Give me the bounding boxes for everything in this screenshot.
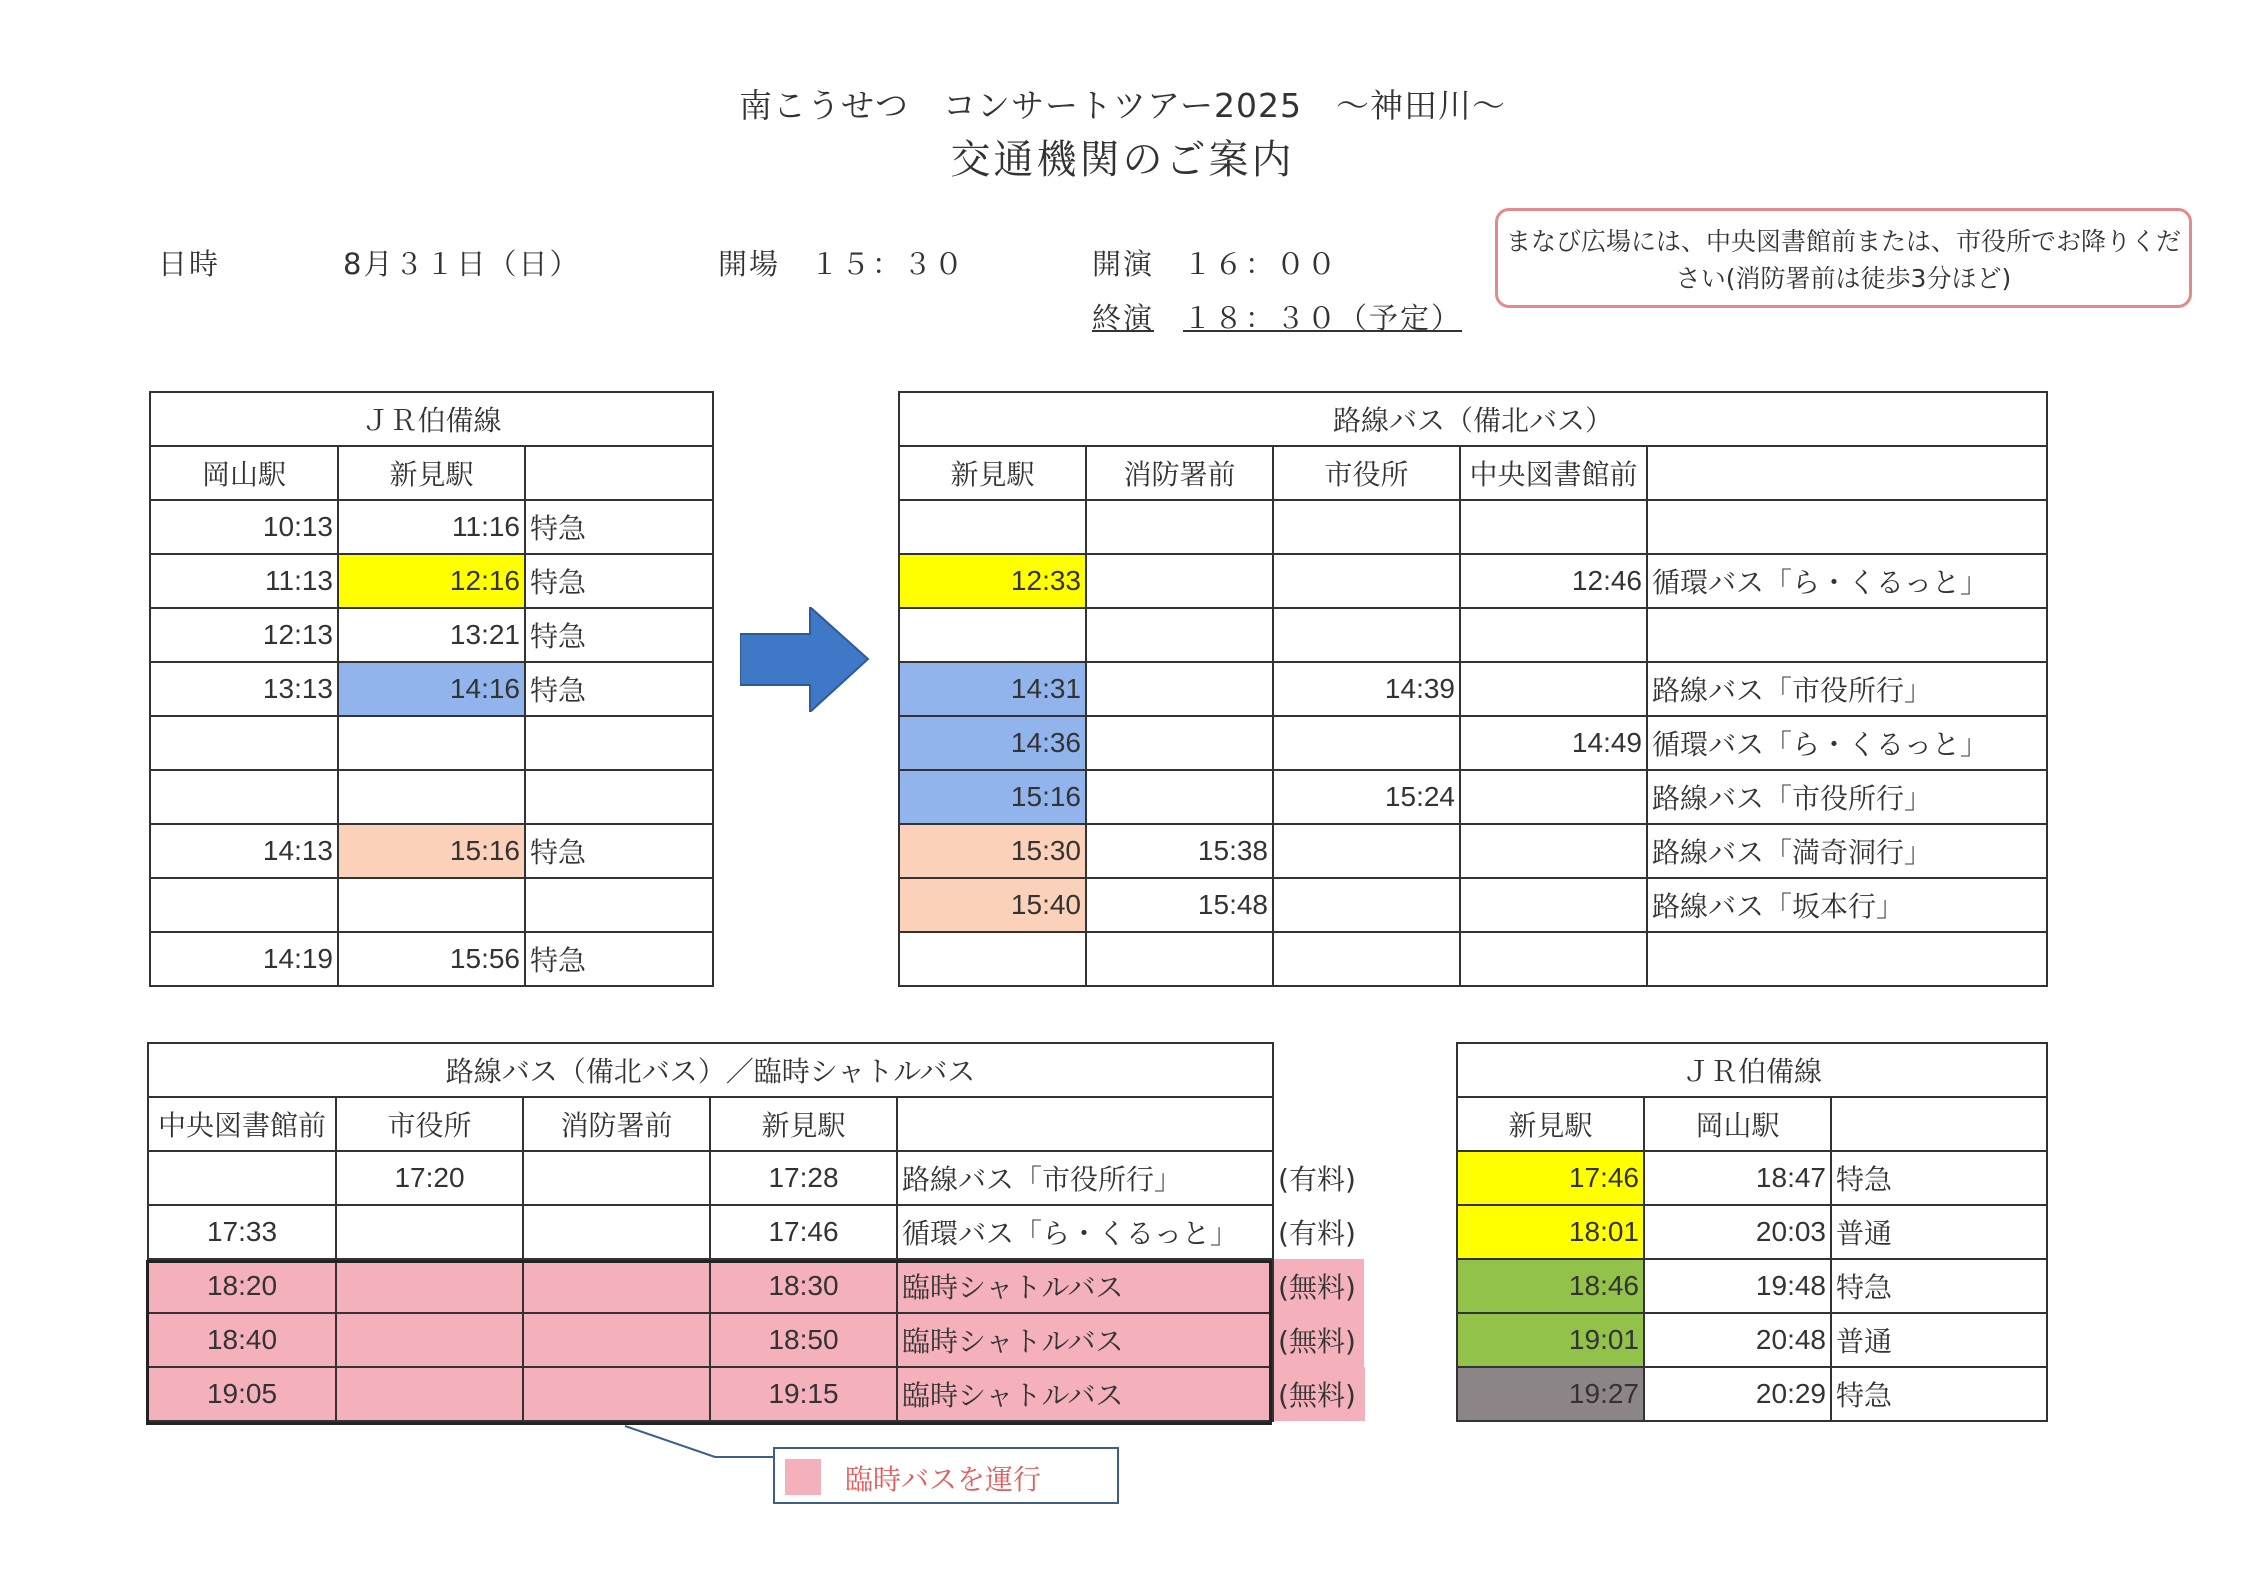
fire-station-cell xyxy=(1086,608,1273,662)
table-row xyxy=(150,608,713,662)
central-library-cell xyxy=(1460,770,1647,824)
niimi-station-cell: 15:16 xyxy=(899,770,1086,824)
okayama-departure-cell: 14:13 xyxy=(150,824,338,878)
city-hall-cell xyxy=(336,1259,523,1313)
fare-cell: (無料) xyxy=(1273,1367,1365,1421)
table-row xyxy=(148,1259,1365,1313)
blank-cell xyxy=(1273,1097,1365,1151)
niimi-arrival-cell xyxy=(338,716,525,770)
bus-route-cell xyxy=(1647,932,2047,986)
city-hall-cell: 14:39 xyxy=(1273,662,1460,716)
table-row xyxy=(150,716,713,770)
city-hall-cell xyxy=(1273,554,1460,608)
central-library-cell: 18:40 xyxy=(148,1313,336,1367)
table-row xyxy=(899,716,2047,770)
table-title: ＪＲ伯備線 xyxy=(1457,1043,2047,1097)
table-row xyxy=(899,662,2047,716)
city-hall-cell xyxy=(336,1313,523,1367)
fire-station-cell xyxy=(523,1313,710,1367)
bus-route-cell: 路線バス「市役所行」 xyxy=(1647,770,2047,824)
niimi-arrival-cell xyxy=(338,770,525,824)
niimi-arrival-cell: 15:56 xyxy=(338,932,525,986)
central-library-cell: 17:33 xyxy=(148,1205,336,1259)
niimi-station-cell: 18:30 xyxy=(710,1259,897,1313)
train-type-cell: 特急 xyxy=(525,500,713,554)
bus-route-cell xyxy=(1647,500,2047,554)
niimi-station-cell: 18:50 xyxy=(710,1313,897,1367)
jr-outbound-table xyxy=(149,391,714,987)
bus-route-cell: 臨時シャトルバス xyxy=(897,1367,1273,1421)
bus-route-cell: 臨時シャトルバス xyxy=(897,1313,1273,1367)
page-subtitle: 交通機関のご案内 xyxy=(950,137,1295,183)
bus-return-table xyxy=(147,1042,1366,1422)
table-row xyxy=(150,878,713,932)
table-row xyxy=(899,824,2047,878)
niimi-arrival-cell: 13:21 xyxy=(338,608,525,662)
central-library-cell: 14:49 xyxy=(1460,716,1647,770)
niimi-station-cell: 17:46 xyxy=(710,1205,897,1259)
table-row xyxy=(899,878,2047,932)
table-row xyxy=(1457,1259,2047,1313)
central-library-cell xyxy=(1460,500,1647,554)
niimi-arrival-cell: 12:16 xyxy=(338,554,525,608)
niimi-departure-cell: 17:46 xyxy=(1457,1151,1644,1205)
bus-route-cell: 路線バス「坂本行」 xyxy=(1647,878,2047,932)
city-hall-cell xyxy=(1273,824,1460,878)
table-title: 路線バス（備北バス）／臨時シャトルバス xyxy=(148,1043,1273,1097)
column-header: 新見駅 xyxy=(1457,1097,1644,1151)
train-type-cell: 普通 xyxy=(1831,1313,2047,1367)
city-hall-cell: 17:20 xyxy=(336,1151,523,1205)
train-type-cell: 特急 xyxy=(1831,1151,2047,1205)
central-library-cell xyxy=(1460,662,1647,716)
central-library-cell xyxy=(1460,824,1647,878)
fire-station-cell xyxy=(1086,554,1273,608)
table-row xyxy=(899,608,2047,662)
okayama-departure-cell: 12:13 xyxy=(150,608,338,662)
legend-label: 臨時バスを運行 xyxy=(845,1463,1042,1496)
central-library-cell xyxy=(1460,878,1647,932)
fare-cell: (有料) xyxy=(1278,1217,1356,1250)
table-row xyxy=(1457,1367,2047,1421)
column-header xyxy=(1831,1097,2047,1151)
niimi-station-cell xyxy=(899,500,1086,554)
column-header: 消防署前 xyxy=(1086,446,1273,500)
table-row xyxy=(150,554,713,608)
fire-station-cell xyxy=(1086,770,1273,824)
column-header: 新見駅 xyxy=(899,446,1086,500)
train-type-cell xyxy=(525,770,713,824)
open-value: １５：３０ xyxy=(810,247,966,281)
table-row xyxy=(150,662,713,716)
train-type-cell: 特急 xyxy=(525,662,713,716)
table-title: ＪＲ伯備線 xyxy=(150,392,713,446)
central-library-cell: 12:46 xyxy=(1460,554,1647,608)
okayama-arrival-cell: 19:48 xyxy=(1644,1259,1831,1313)
niimi-departure-cell: 19:01 xyxy=(1457,1313,1644,1367)
column-header: 中央図書館前 xyxy=(1460,446,1647,500)
table-row xyxy=(899,554,2047,608)
table-row xyxy=(150,932,713,986)
niimi-departure-cell: 18:46 xyxy=(1457,1259,1644,1313)
train-type-cell: 特急 xyxy=(1831,1367,2047,1421)
niimi-arrival-cell xyxy=(338,878,525,932)
fire-station-cell: 15:38 xyxy=(1086,824,1273,878)
blank-cell xyxy=(1273,1043,1365,1097)
bus-route-cell: 循環バス「ら・くるっと」 xyxy=(897,1205,1273,1259)
city-hall-cell xyxy=(336,1205,523,1259)
central-library-cell: 19:05 xyxy=(148,1367,336,1421)
table-row xyxy=(899,932,2047,986)
okayama-departure-cell xyxy=(150,878,338,932)
bus-route-cell: 臨時シャトルバス xyxy=(897,1259,1273,1313)
column-header: 岡山駅 xyxy=(1644,1097,1831,1151)
okayama-departure-cell: 10:13 xyxy=(150,500,338,554)
fire-station-cell xyxy=(523,1367,710,1421)
table-row xyxy=(150,770,713,824)
column-header: 市役所 xyxy=(336,1097,523,1151)
niimi-station-cell: 15:40 xyxy=(899,878,1086,932)
legend-box xyxy=(773,1447,1119,1504)
okayama-departure-cell: 14:19 xyxy=(150,932,338,986)
note-box: まなび広場には、中央図書館前または、市役所でお降りください(消防署前は徒歩3分ほど) xyxy=(1495,208,2192,308)
train-type-cell xyxy=(525,878,713,932)
niimi-station-cell: 17:28 xyxy=(710,1151,897,1205)
table-row xyxy=(1457,1151,2047,1205)
niimi-station-cell xyxy=(899,608,1086,662)
bus-route-cell: 循環バス「ら・くるっと」 xyxy=(1647,716,2047,770)
city-hall-cell xyxy=(1273,500,1460,554)
niimi-arrival-cell: 11:16 xyxy=(338,500,525,554)
table-row xyxy=(899,500,2047,554)
city-hall-cell xyxy=(336,1367,523,1421)
niimi-station-cell: 15:30 xyxy=(899,824,1086,878)
column-header xyxy=(1647,446,2047,500)
table-row xyxy=(148,1205,1365,1259)
bus-route-cell: 循環バス「ら・くるっと」 xyxy=(1647,554,2047,608)
niimi-station-cell: 14:36 xyxy=(899,716,1086,770)
column-header xyxy=(525,446,713,500)
table-row xyxy=(899,770,2047,824)
table-row xyxy=(150,500,713,554)
start-label: 開演 xyxy=(1092,247,1155,281)
okayama-arrival-cell: 20:29 xyxy=(1644,1367,1831,1421)
okayama-arrival-cell: 20:48 xyxy=(1644,1313,1831,1367)
train-type-cell: 特急 xyxy=(525,932,713,986)
legend-swatch xyxy=(785,1459,821,1495)
okayama-departure-cell: 13:13 xyxy=(150,662,338,716)
central-library-cell xyxy=(1460,932,1647,986)
train-type-cell: 特急 xyxy=(525,608,713,662)
okayama-departure-cell xyxy=(150,716,338,770)
table-row xyxy=(148,1151,1365,1205)
column-header: 市役所 xyxy=(1273,446,1460,500)
city-hall-cell xyxy=(1273,716,1460,770)
okayama-arrival-cell: 20:03 xyxy=(1644,1205,1831,1259)
niimi-departure-cell: 18:01 xyxy=(1457,1205,1644,1259)
table-row xyxy=(150,824,713,878)
central-library-cell: 18:20 xyxy=(148,1259,336,1313)
niimi-station-cell xyxy=(899,932,1086,986)
date-label: 日時 xyxy=(158,247,221,281)
fare-cell: (無料) xyxy=(1273,1259,1365,1313)
fire-station-cell xyxy=(1086,662,1273,716)
bus-route-cell: 路線バス「市役所行」 xyxy=(897,1151,1273,1205)
fare-cell: (無料) xyxy=(1273,1313,1365,1367)
okayama-departure-cell: 11:13 xyxy=(150,554,338,608)
arrow-right-icon xyxy=(740,607,870,712)
okayama-departure-cell xyxy=(150,770,338,824)
fare-cell: (有料) xyxy=(1278,1163,1356,1196)
column-header: 岡山駅 xyxy=(150,446,338,500)
start-value: １６：００ xyxy=(1183,247,1339,281)
train-type-cell: 特急 xyxy=(1831,1259,2047,1313)
niimi-arrival-cell: 15:16 xyxy=(338,824,525,878)
column-header: 中央図書館前 xyxy=(148,1097,336,1151)
bus-route-cell xyxy=(1647,608,2047,662)
jr-return-table xyxy=(1456,1042,2048,1422)
bus-outbound-table xyxy=(898,391,2048,987)
city-hall-cell xyxy=(1273,878,1460,932)
bus-route-cell: 路線バス「満奇洞行」 xyxy=(1647,824,2047,878)
fire-station-cell xyxy=(1086,500,1273,554)
date-value: 8月３１日（日） xyxy=(343,247,581,281)
niimi-station-cell: 12:33 xyxy=(899,554,1086,608)
column-header xyxy=(897,1097,1273,1151)
train-type-cell xyxy=(525,716,713,770)
column-header: 消防署前 xyxy=(523,1097,710,1151)
train-type-cell: 特急 xyxy=(525,554,713,608)
niimi-departure-cell: 19:27 xyxy=(1457,1367,1644,1421)
end-value: １８：３０（予定） xyxy=(1183,301,1463,335)
column-header: 新見駅 xyxy=(710,1097,897,1151)
table-title: 路線バス（備北バス） xyxy=(899,392,2047,446)
end-label: 終演 xyxy=(1092,301,1155,335)
city-hall-cell xyxy=(1273,608,1460,662)
open-label: 開場 xyxy=(718,247,781,281)
fire-station-cell xyxy=(523,1259,710,1313)
central-library-cell xyxy=(1460,608,1647,662)
train-type-cell: 普通 xyxy=(1831,1205,2047,1259)
niimi-arrival-cell: 14:16 xyxy=(338,662,525,716)
table-row xyxy=(148,1367,1365,1421)
page-title: 南こうせつ コンサートツアー2025 ～神田川～ xyxy=(739,86,1506,125)
fire-station-cell xyxy=(523,1205,710,1259)
central-library-cell xyxy=(148,1151,336,1205)
column-header: 新見駅 xyxy=(338,446,525,500)
niimi-station-cell: 14:31 xyxy=(899,662,1086,716)
bus-route-cell: 路線バス「市役所行」 xyxy=(1647,662,2047,716)
train-type-cell: 特急 xyxy=(525,824,713,878)
table-row xyxy=(1457,1313,2047,1367)
table-row xyxy=(148,1313,1365,1367)
legend-connector xyxy=(620,1424,780,1464)
fire-station-cell xyxy=(1086,716,1273,770)
city-hall-cell xyxy=(1273,932,1460,986)
okayama-arrival-cell: 18:47 xyxy=(1644,1151,1831,1205)
fire-station-cell xyxy=(1086,932,1273,986)
fire-station-cell: 15:48 xyxy=(1086,878,1273,932)
table-row xyxy=(1457,1205,2047,1259)
niimi-station-cell: 19:15 xyxy=(710,1367,897,1421)
city-hall-cell: 15:24 xyxy=(1273,770,1460,824)
fire-station-cell xyxy=(523,1151,710,1205)
